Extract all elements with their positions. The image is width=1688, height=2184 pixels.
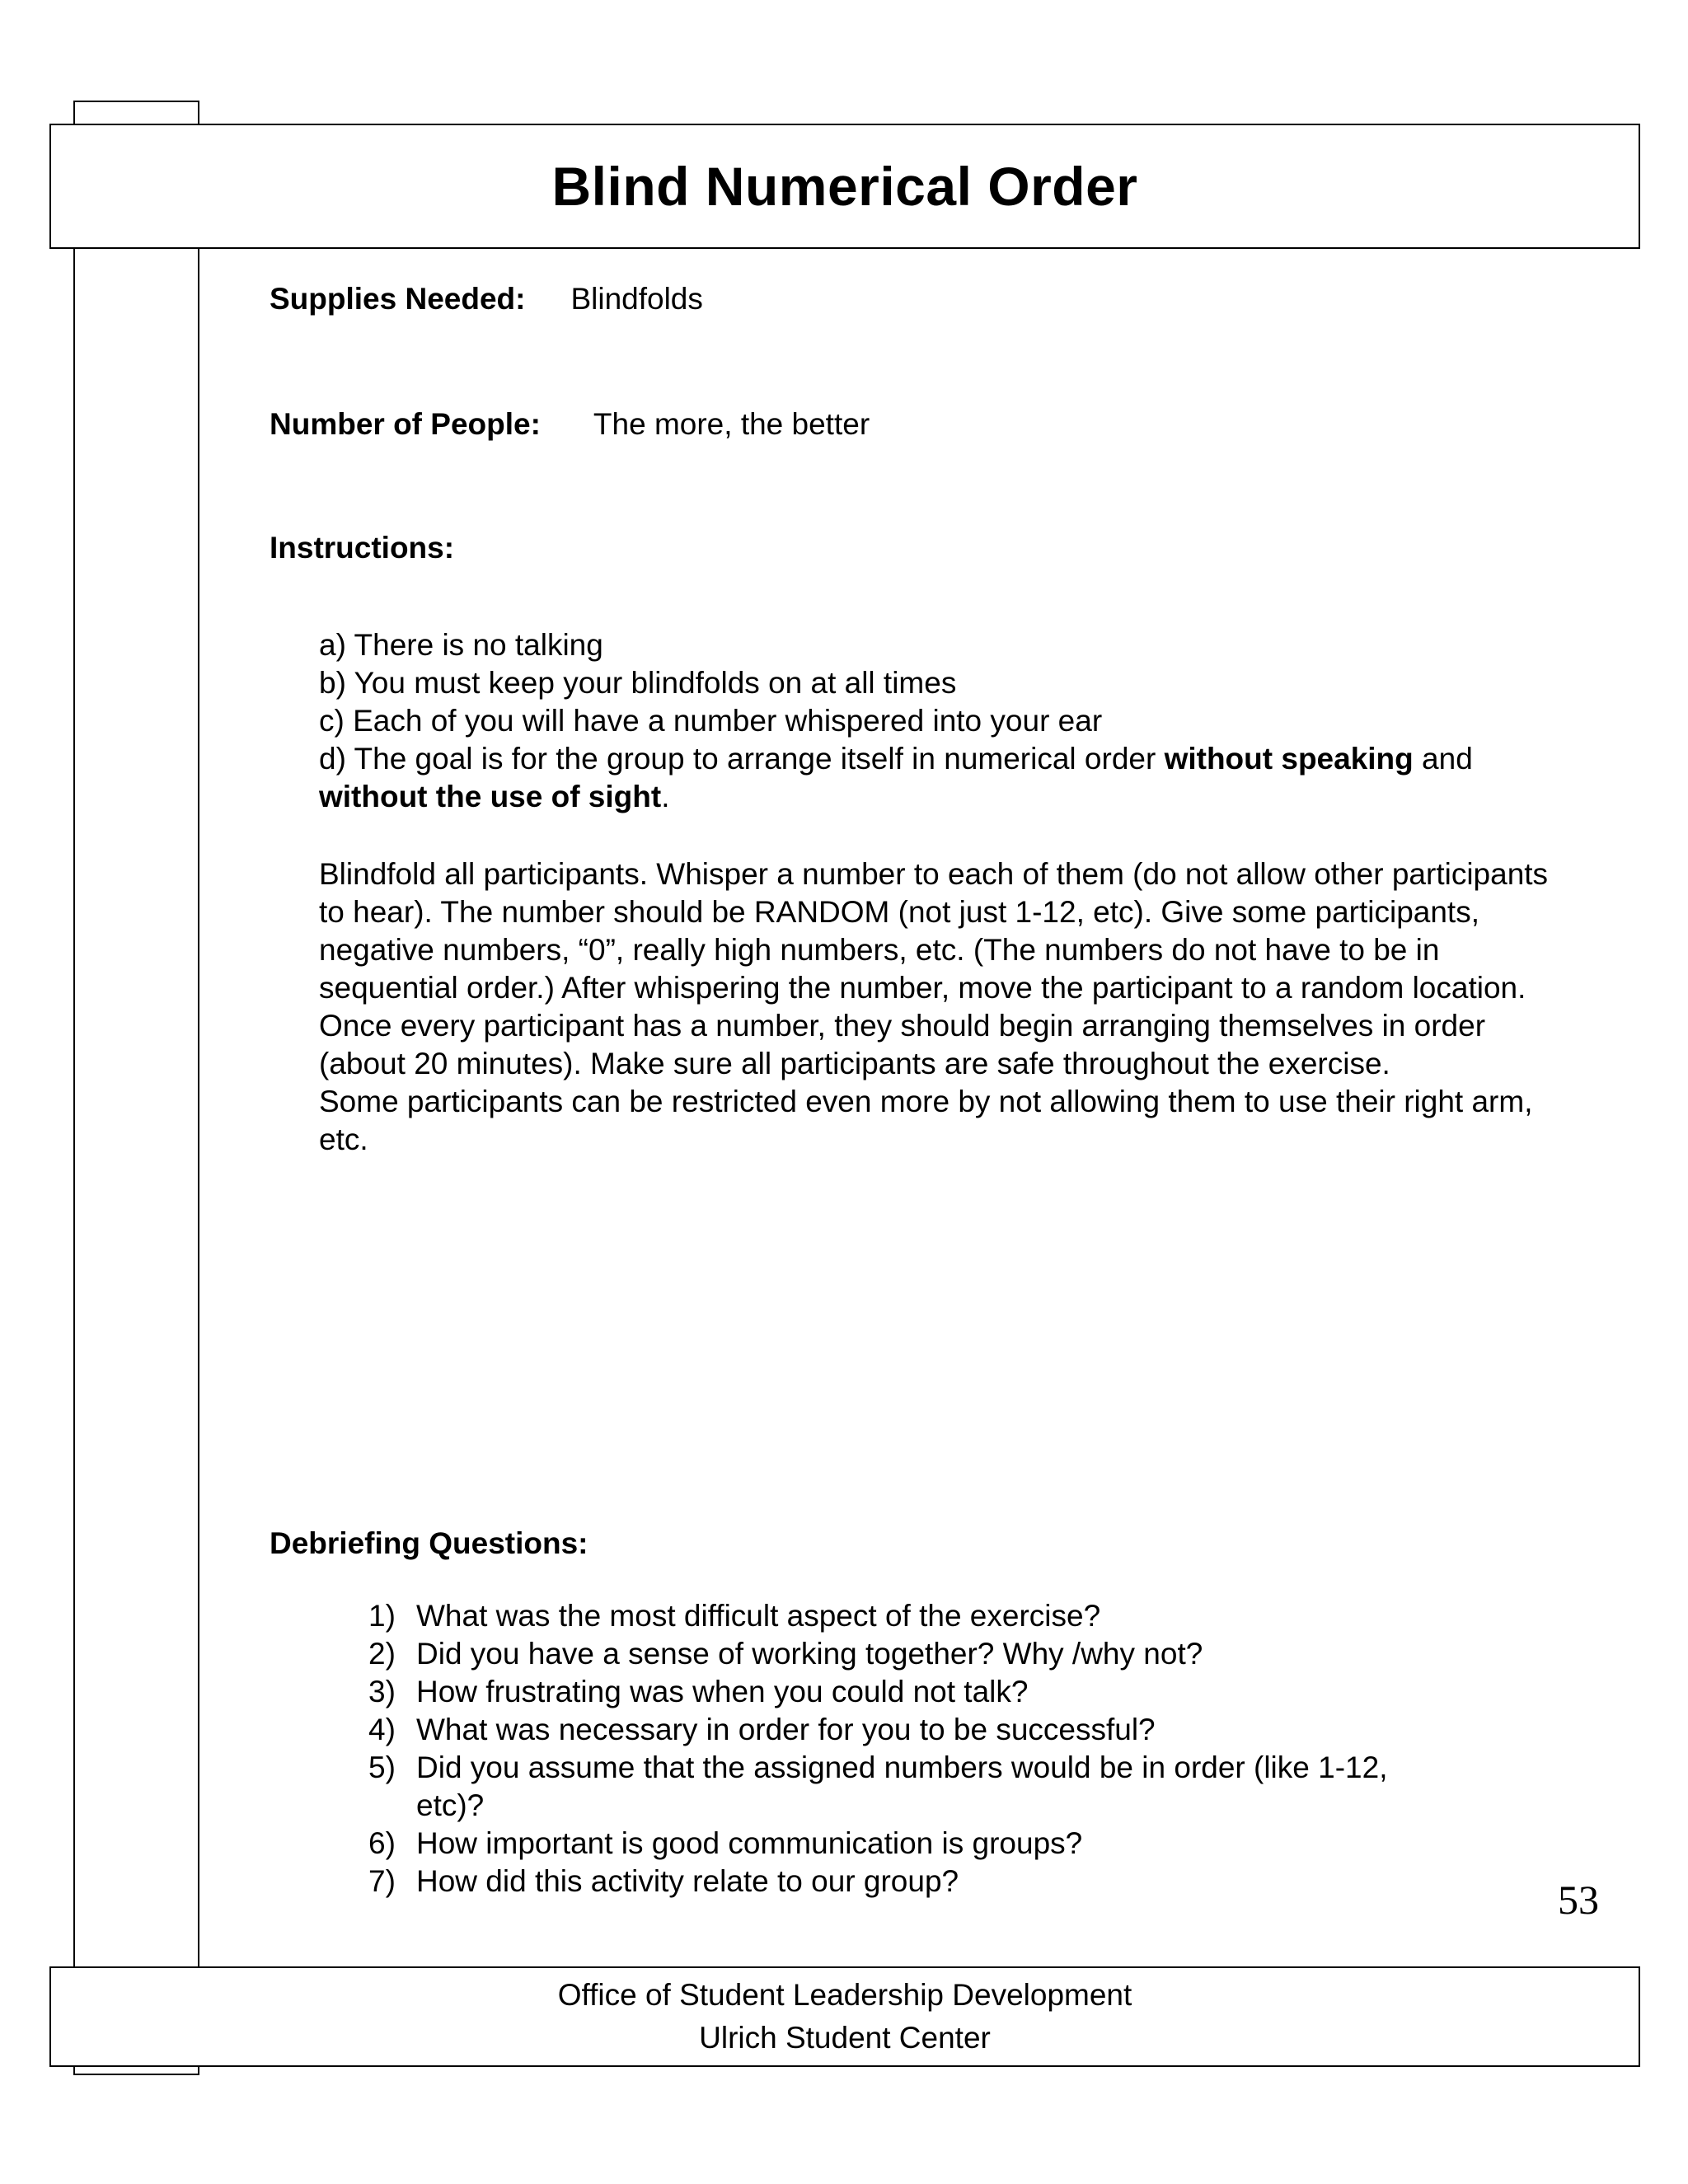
question-item: [368, 1863, 1440, 1900]
instructions-heading: Instructions:: [270, 531, 455, 565]
question-text: How did this activity relate to our group?: [416, 1864, 959, 1898]
question-number: 4): [368, 1713, 396, 1746]
description-paragraph: Some participants can be restricted even more by not allowing them to use their right arm, etc.: [319, 1085, 1533, 1156]
question-text: How important is good communication is groups?: [416, 1826, 1083, 1860]
question-number: 2): [368, 1637, 396, 1671]
question-number: 6): [368, 1826, 396, 1860]
question-item: [368, 1749, 1440, 1825]
question-number: 1): [368, 1599, 396, 1633]
footer-center: Ulrich Student Center: [699, 2021, 991, 2055]
people-label: Number of People:: [270, 407, 541, 441]
instructions-description: [319, 855, 1555, 1159]
question-item: [368, 1635, 1440, 1673]
page-number: 53: [1558, 1877, 1599, 1923]
rule-emphasis: without speaking: [1164, 742, 1414, 776]
question-number: 7): [368, 1864, 396, 1898]
footer-office: Office of Student Leadership Development: [557, 1978, 1132, 2012]
question-number: 5): [368, 1750, 396, 1784]
questions-list: [368, 1597, 1440, 1900]
question-number: 3): [368, 1675, 396, 1708]
supplies-value: Blindfolds: [570, 282, 703, 316]
question-text: What was the most difficult aspect of the exercise?: [416, 1599, 1101, 1633]
question-item: [368, 1711, 1440, 1749]
rule-text: .: [661, 780, 670, 813]
rule-item: b) You must keep your blindfolds on at all times: [319, 666, 957, 700]
description-paragraph: Blindfold all participants. Whisper a number to each of them (do not allow other participants to hear). The number should be RANDOM (not just 1-12, etc). Give some participants, negative numbers, “0”, really high numbers, etc. (The numbers do not have to be in sequential order.) After whispering the number, move the participant to a random location. Once every participant has a number, they should begin arranging themselves in order (about 20 minutes). Make sure all participants are safe throughout the exercise.: [319, 857, 1549, 1080]
rule-item: a) There is no talking: [319, 628, 603, 662]
rule-text: and: [1413, 742, 1473, 776]
rules-list: [319, 626, 1555, 816]
supplies-row: [270, 280, 703, 318]
frame-side-column: [73, 132, 199, 2044]
supplies-label: Supplies Needed:: [270, 282, 526, 316]
rule-item: c) Each of you will have a number whispered into your ear: [319, 704, 1103, 738]
question-item: [368, 1597, 1440, 1635]
rule-emphasis: without the use of sight: [319, 780, 662, 813]
question-item: [368, 1825, 1440, 1863]
footer-box: [49, 1966, 1640, 2067]
question-text: Did you have a sense of working together? Why /why not?: [416, 1637, 1203, 1671]
page-title: Blind Numerical Order: [551, 156, 1138, 217]
people-row: [270, 405, 870, 443]
question-text: What was necessary in order for you to be successful?: [416, 1713, 1156, 1746]
rule-item: [319, 740, 1555, 816]
title-box: [49, 124, 1640, 249]
question-text: Did you assume that the assigned numbers would be in order (like 1-12, etc)?: [416, 1750, 1388, 1822]
question-text: How frustrating was when you could not talk?: [416, 1675, 1029, 1708]
debriefing-heading: Debriefing Questions:: [270, 1526, 588, 1560]
rule-text: d) The goal is for the group to arrange itself in numerical order: [319, 742, 1165, 776]
people-value: The more, the better: [593, 407, 870, 441]
question-item: [368, 1673, 1440, 1711]
